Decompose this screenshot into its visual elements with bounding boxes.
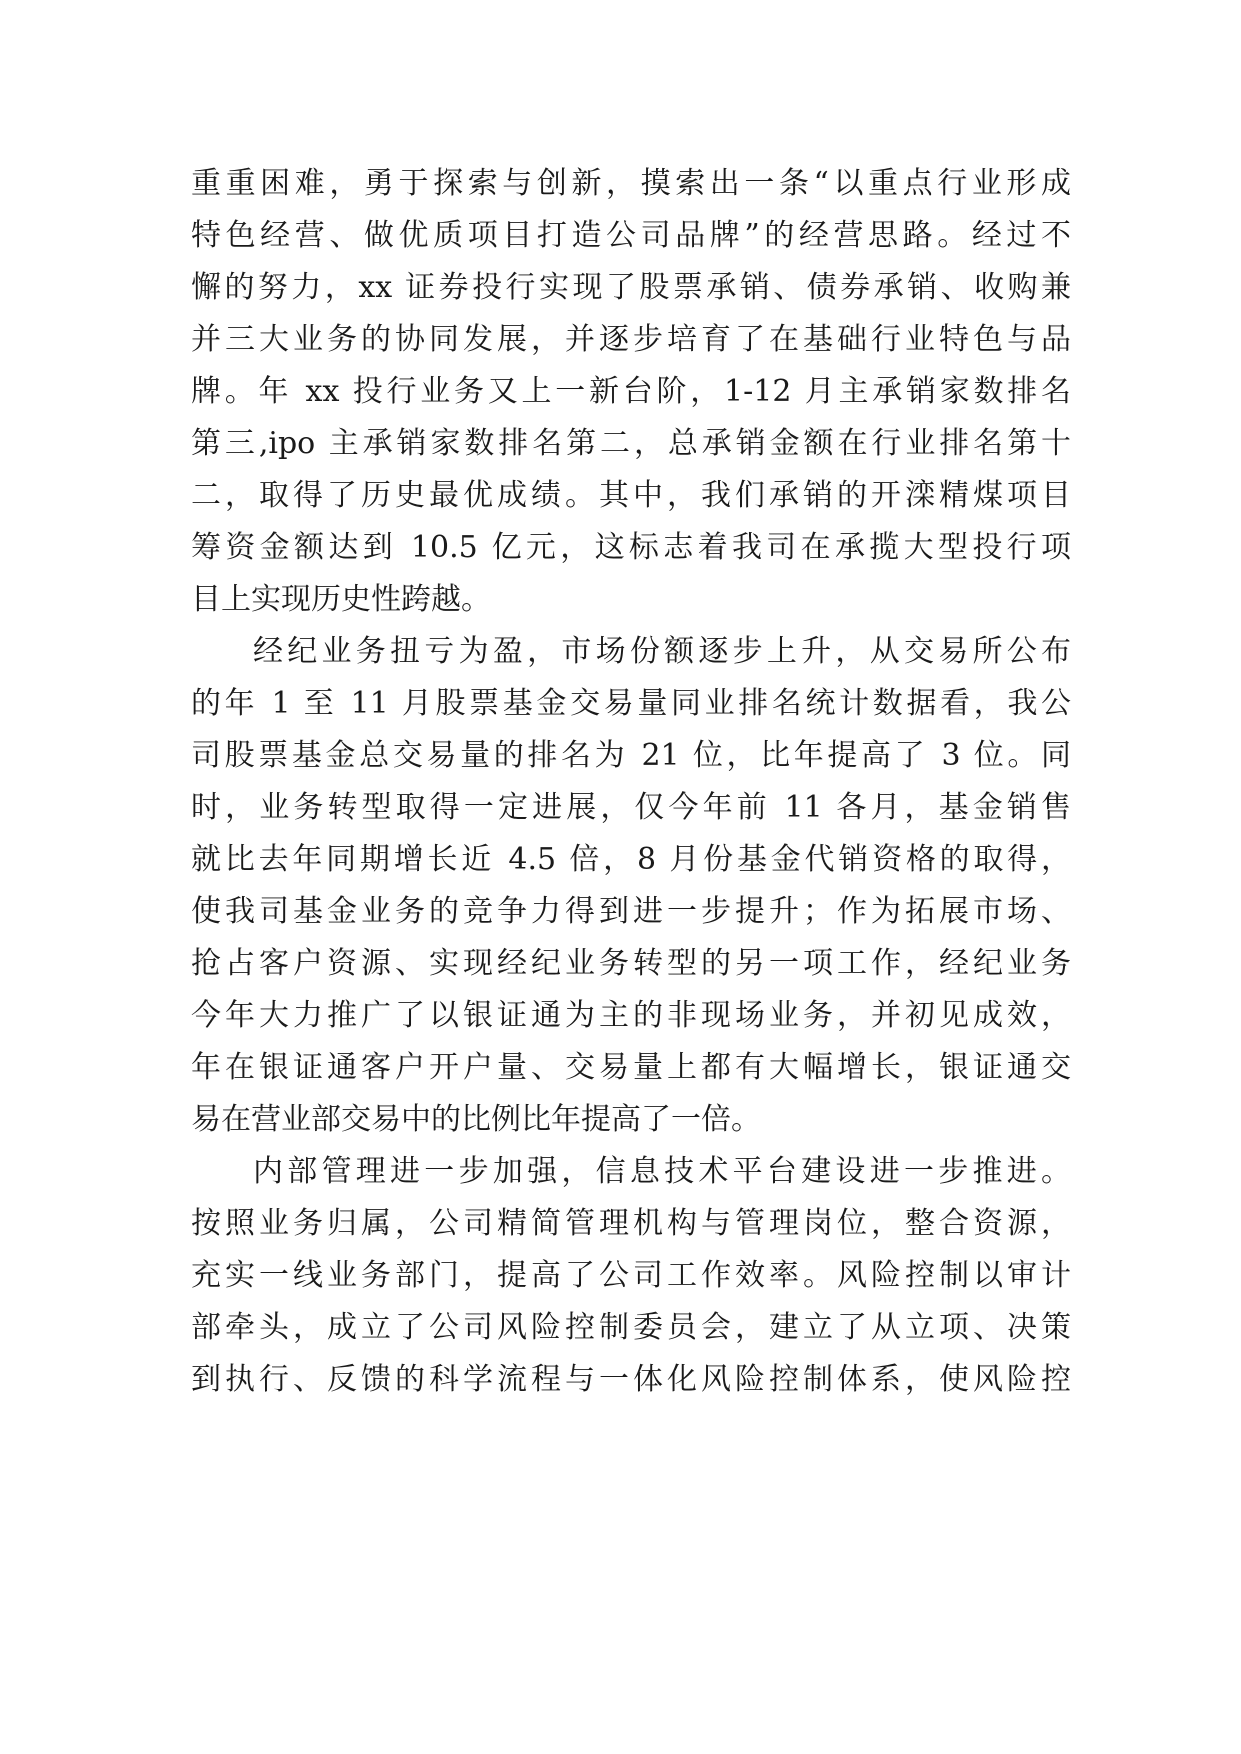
text-line: 筹资金额达到 10.5 亿元，这标志着我司在承揽大型投行项 (191, 530, 1071, 565)
text-line: 经纪业务扭亏为盈，市场份额逐步上升，从交易所公布 (253, 634, 1071, 669)
text-line: 特色经营、做优质项目打造公司品牌”的经营思路。经过不 (191, 218, 1071, 253)
text-line: 司股票基金总交易量的排名为 21 位，比年提高了 3 位。同 (191, 738, 1071, 773)
text-line: 年在银证通客户开户量、交易量上都有大幅增长，银证通交 (191, 1050, 1071, 1085)
text-line: 充实一线业务部门，提高了公司工作效率。风险控制以审计 (191, 1258, 1071, 1293)
text-line: 第三,ipo 主承销家数排名第二，总承销金额在行业排名第十 (191, 426, 1071, 461)
text-line: 今年大力推广了以银证通为主的非现场业务，并初见成效， (191, 998, 1071, 1033)
text-line: 抢占客户资源、实现经纪业务转型的另一项工作，经纪业务 (191, 946, 1071, 981)
text-line: 易在营业部交易中的比例比年提高了一倍。 (191, 1102, 761, 1137)
text-line: 部牵头，成立了公司风险控制委员会，建立了从立项、决策 (191, 1310, 1071, 1345)
text-line: 就比去年同期增长近 4.5 倍，8 月份基金代销资格的取得， (191, 842, 1071, 877)
text-line: 内部管理进一步加强，信息技术平台建设进一步推进。 (253, 1154, 1071, 1189)
text-line: 牌。年 xx 投行业务又上一新台阶，1-12 月主承销家数排名 (191, 374, 1071, 409)
text-line: 二，取得了历史最优成绩。其中，我们承销的开滦精煤项目 (191, 478, 1071, 513)
text-line: 到执行、反馈的科学流程与一体化风险控制体系，使风险控 (191, 1362, 1071, 1397)
text-line: 时，业务转型取得一定进展，仅今年前 11 各月，基金销售 (191, 790, 1071, 825)
text-line: 使我司基金业务的竞争力得到进一步提升；作为拓展市场、 (191, 894, 1071, 929)
text-line: 懈的努力，xx 证券投行实现了股票承销、债券承销、收购兼 (191, 270, 1071, 305)
document-body (191, 158, 1071, 1406)
text-line: 并三大业务的协同发展，并逐步培育了在基础行业特色与品 (191, 322, 1071, 357)
text-line: 目上实现历史性跨越。 (191, 582, 491, 617)
text-line: 按照业务归属，公司精简管理机构与管理岗位，整合资源， (191, 1206, 1071, 1241)
text-line: 重重困难，勇于探索与创新，摸索出一条“以重点行业形成 (191, 166, 1071, 201)
text-line: 的年 1 至 11 月股票基金交易量同业排名统计数据看，我公 (191, 686, 1071, 721)
